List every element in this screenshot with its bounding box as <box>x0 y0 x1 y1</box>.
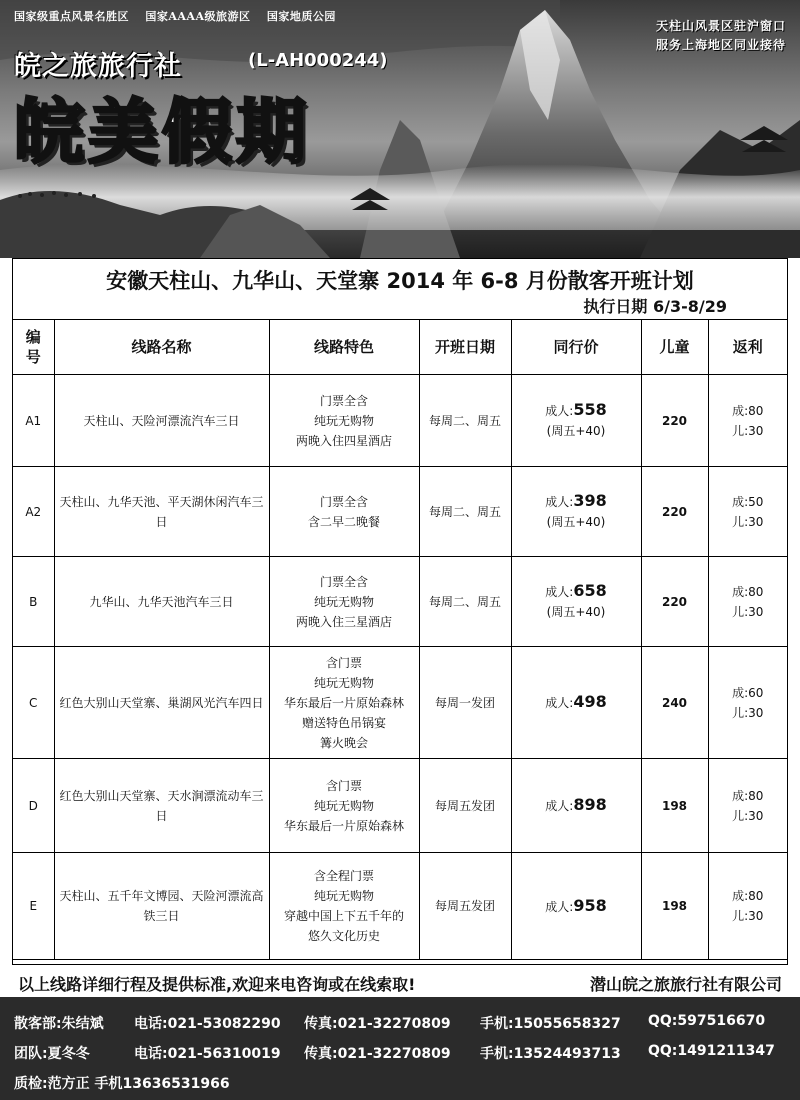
rebate-child: 儿:30 <box>732 705 764 720</box>
cert-label: 国家地质公园 <box>266 10 336 23</box>
plan-header <box>13 259 787 320</box>
rebate-child: 儿:30 <box>732 909 764 923</box>
route-features <box>269 375 419 467</box>
cert-label: 国家级重点风景名胜区 <box>14 10 129 23</box>
route-row <box>13 759 787 853</box>
contact-fax: 传真:021-32270809 <box>304 1016 451 1032</box>
adult-price-cell <box>511 375 641 467</box>
certification-labels <box>14 8 348 24</box>
departure-dates: 每周五发团 <box>419 759 511 853</box>
price-label: 成人: <box>545 696 574 710</box>
contacts-panel <box>0 997 800 1100</box>
child-price: 240 <box>641 647 708 759</box>
departure-dates: 每周二、周五 <box>419 467 511 557</box>
cert-label: 国家AAAA级旅游区 <box>145 10 251 23</box>
contact-mobile: 手机:15055658327 <box>480 1016 621 1032</box>
price-note: (周五+40) <box>546 515 606 529</box>
child-price: 198 <box>641 759 708 853</box>
route-name: 天柱山、天险河漂流汽车三日 <box>54 375 269 467</box>
child-price: 198 <box>641 853 708 960</box>
contact-qq: QQ:597516670 <box>648 1013 766 1029</box>
feature-item: 门票全含 <box>319 494 368 509</box>
price-label: 成人: <box>545 404 574 418</box>
route-name: 红色大别山天堂寨、巢湖风光汽车四日 <box>54 647 269 759</box>
contact-mobile: 手机:13524493713 <box>480 1046 621 1062</box>
col-header-route: 线路名称 <box>54 319 269 375</box>
adult-price: 398 <box>573 491 607 510</box>
child-price: 220 <box>641 467 708 557</box>
adult-price-cell <box>511 759 641 853</box>
rebate-child: 儿:30 <box>732 423 764 438</box>
price-label: 成人: <box>545 899 574 914</box>
route-features <box>269 853 419 960</box>
feature-item: 门票全含 <box>319 393 368 408</box>
price-note: (周五+40) <box>546 424 606 438</box>
feature-item: 纯玩无购物 <box>313 594 374 609</box>
rebate-child: 儿:30 <box>732 604 764 619</box>
route-row <box>13 647 787 759</box>
feature-item: 篝火晚会 <box>319 735 368 750</box>
price-note: (周五+40) <box>546 605 606 619</box>
adult-price: 658 <box>573 581 607 600</box>
adult-price-cell <box>511 467 641 557</box>
col-header-no: 编 号 <box>13 319 54 375</box>
route-code: E <box>13 853 54 960</box>
route-rows <box>13 375 787 960</box>
office-line: 天柱山风景区驻沪窗口 <box>655 19 786 33</box>
contact-role: 团队:夏冬冬 <box>14 1046 90 1062</box>
route-code: A1 <box>13 375 54 467</box>
contact-fax: 传真:021-32270809 <box>304 1046 451 1062</box>
rebate-cell <box>708 557 787 647</box>
rebate-adult: 成:80 <box>732 403 764 418</box>
qc-contact: 质检:范方正 手机13636531966 <box>14 1076 230 1092</box>
adult-price-cell <box>511 853 641 960</box>
route-row <box>13 467 787 557</box>
route-features <box>269 557 419 647</box>
rebate-cell <box>708 375 787 467</box>
adult-price: 498 <box>573 692 607 711</box>
price-label: 成人: <box>545 495 574 509</box>
route-row <box>13 853 787 960</box>
feature-item: 两晚入住四星酒店 <box>295 433 392 448</box>
price-label: 成人: <box>545 585 574 599</box>
agency-name: 皖之旅旅行社 <box>14 51 182 82</box>
route-features <box>269 467 419 557</box>
rebate-adult: 成:80 <box>732 584 764 599</box>
departure-dates: 每周一发团 <box>419 647 511 759</box>
office-line: 服务上海地区同业接待 <box>655 38 786 52</box>
route-name: 天柱山、九华天池、平天湖休闲汽车三日 <box>54 467 269 557</box>
contact-qq: QQ:1491211347 <box>648 1043 775 1059</box>
route-row <box>13 375 787 467</box>
feature-item: 两晚入住三星酒店 <box>295 614 392 629</box>
adult-price: 898 <box>573 795 607 814</box>
feature-item: 悠久文化历史 <box>307 929 380 943</box>
license-number: (L-AH000244) <box>248 50 388 71</box>
rebate-cell <box>708 759 787 853</box>
route-code: D <box>13 759 54 853</box>
feature-item: 含门票 <box>325 778 362 793</box>
rebate-adult: 成:60 <box>732 685 764 700</box>
route-features <box>269 759 419 853</box>
departure-dates: 每周二、周五 <box>419 375 511 467</box>
footer-note-bar <box>12 969 788 997</box>
feature-item: 含二早二晚餐 <box>307 514 380 529</box>
adult-price-cell <box>511 557 641 647</box>
feature-item: 纯玩无购物 <box>313 675 374 690</box>
child-price: 220 <box>641 375 708 467</box>
rebate-adult: 成:80 <box>732 788 764 803</box>
plan-title: 安徽天柱山、九华山、天堂寨 2014 年 6-8 月份散客开班计划 <box>106 269 694 293</box>
departure-dates: 每周五发团 <box>419 853 511 960</box>
rebate-adult: 成:80 <box>732 889 764 903</box>
rebate-cell <box>708 467 787 557</box>
feature-item: 赠送特色吊锅宴 <box>301 715 386 730</box>
rebate-cell <box>708 853 787 960</box>
col-header-price: 同行价 <box>511 319 641 375</box>
route-code: C <box>13 647 54 759</box>
route-name: 红色大别山天堂寨、天水涧漂流动车三日 <box>54 759 269 853</box>
brand-title: 皖美假期 <box>14 91 310 173</box>
feature-item: 含门票 <box>325 655 362 670</box>
rebate-child: 儿:30 <box>732 808 764 823</box>
feature-item: 纯玩无购物 <box>313 889 374 903</box>
col-header-features: 线路特色 <box>269 319 419 375</box>
col-header-rebate: 返利 <box>708 319 787 375</box>
adult-price: 558 <box>573 400 607 419</box>
feature-item: 华东最后一片原始森林 <box>283 818 404 833</box>
route-row <box>13 557 787 647</box>
table-header-row <box>13 319 787 375</box>
feature-item: 华东最后一片原始森林 <box>283 695 404 710</box>
execution-date: 执行日期 6/3-8/29 <box>583 297 727 316</box>
col-header-child: 儿童 <box>641 319 708 375</box>
company-name: 潜山皖之旅旅行社有限公司 <box>589 975 782 994</box>
contact-role: 散客部:朱结斌 <box>14 1016 104 1032</box>
route-name: 天柱山、五千年文博园、天险河漂流高铁三日 <box>54 853 269 960</box>
departure-dates: 每周二、周五 <box>419 557 511 647</box>
feature-item: 门票全含 <box>319 574 368 589</box>
route-code: A2 <box>13 467 54 557</box>
feature-item: 穿越中国上下五千年的 <box>283 909 404 923</box>
contact-phone: 电话:021-56310019 <box>134 1046 281 1062</box>
feature-item: 纯玩无购物 <box>313 798 374 813</box>
rebate-child: 儿:30 <box>732 514 764 529</box>
feature-item: 纯玩无购物 <box>313 413 374 428</box>
price-label: 成人: <box>545 799 574 813</box>
col-header-dates: 开班日期 <box>419 319 511 375</box>
contact-phone: 电话:021-53082290 <box>134 1016 281 1032</box>
adult-price: 958 <box>573 895 607 915</box>
footer-note: 以上线路详细行程及提供标准,欢迎来电咨询或在线索取! <box>18 975 416 994</box>
rebate-adult: 成:50 <box>732 494 764 509</box>
rebate-cell <box>708 647 787 759</box>
office-info <box>656 17 786 55</box>
tour-plan-table <box>12 258 788 965</box>
routes-table <box>13 319 787 960</box>
route-code: B <box>13 557 54 647</box>
route-features <box>269 647 419 759</box>
feature-item: 含全程门票 <box>313 869 374 883</box>
adult-price-cell <box>511 647 641 759</box>
route-name: 九华山、九华天池汽车三日 <box>54 557 269 647</box>
banner <box>0 0 800 258</box>
child-price: 220 <box>641 557 708 647</box>
